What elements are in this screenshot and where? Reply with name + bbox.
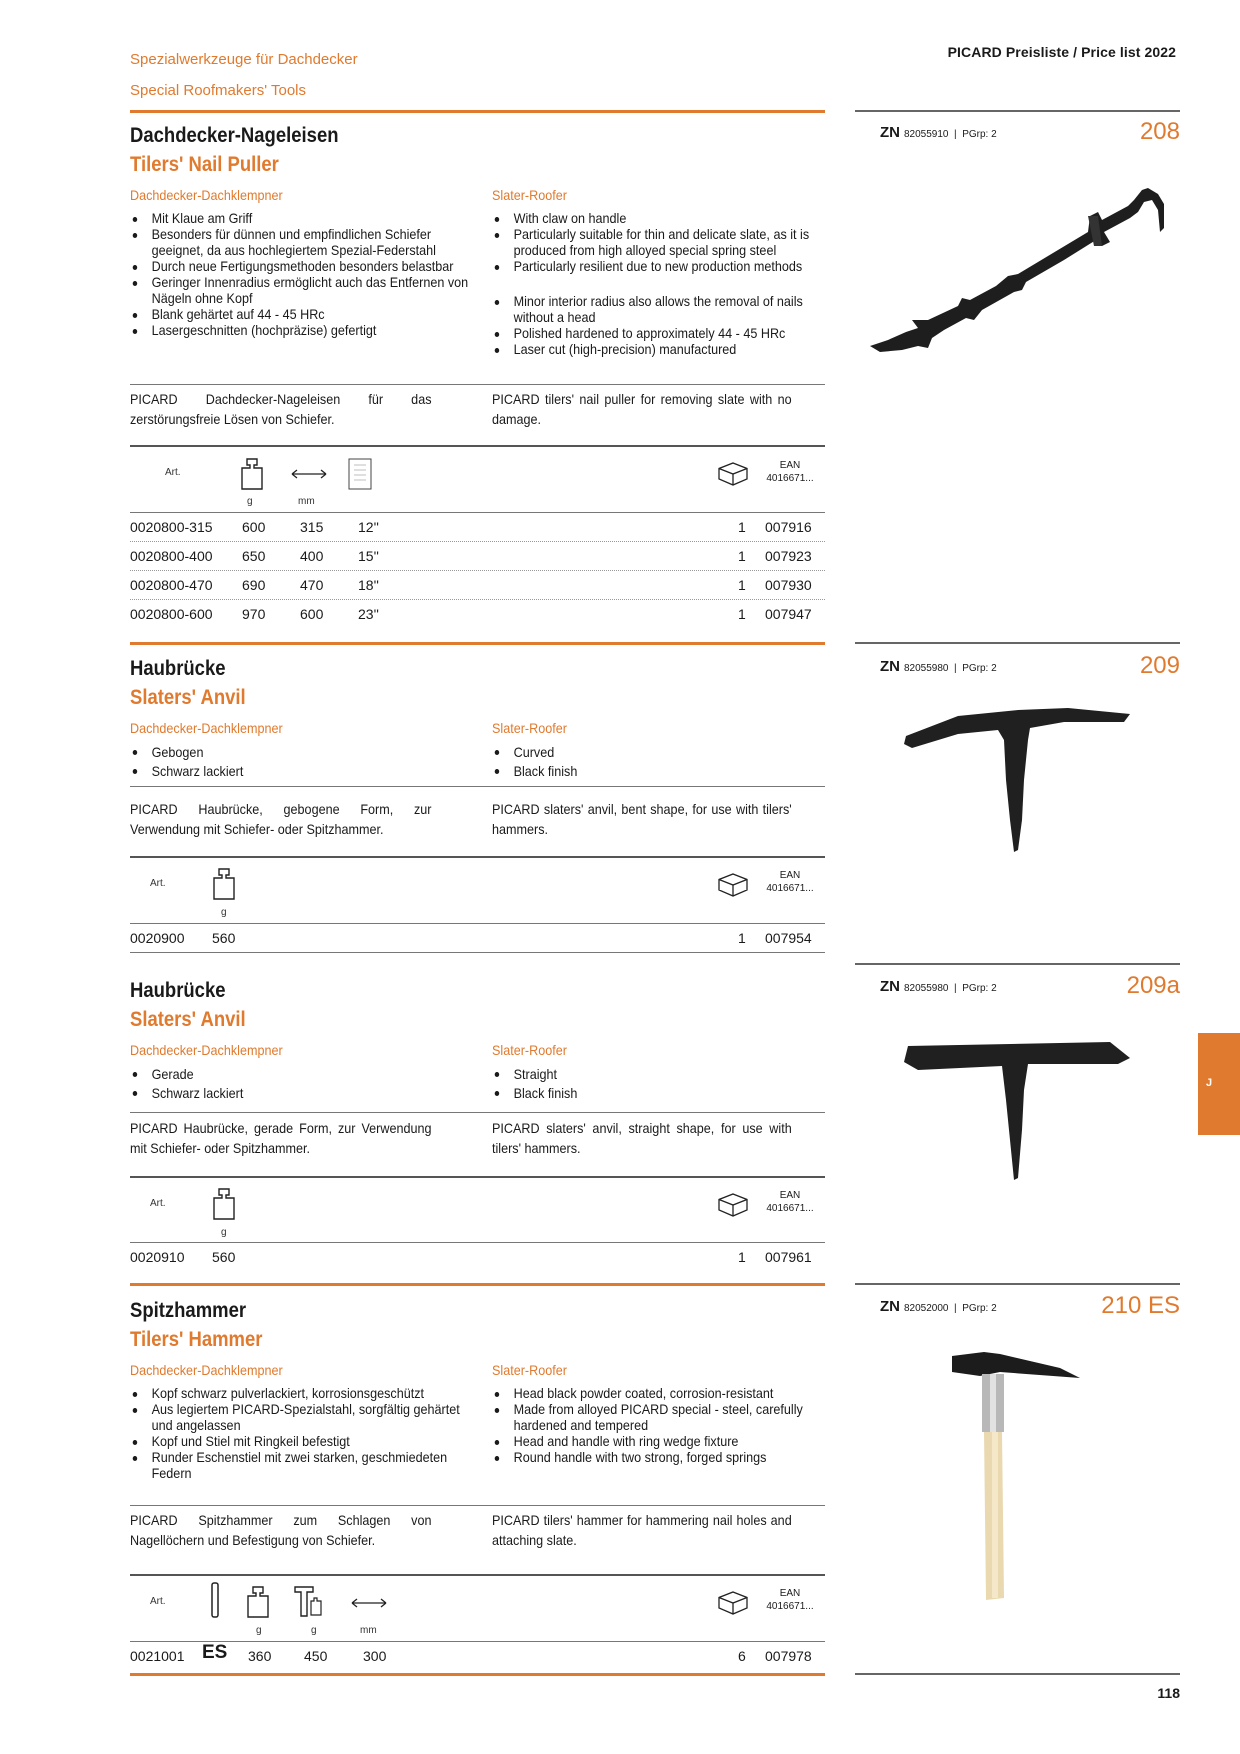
unit-g: g — [221, 1227, 227, 1238]
product-208 — [130, 121, 825, 427]
ean-label: EAN 4016671... — [766, 1190, 814, 1214]
ruler-icon — [348, 458, 372, 490]
zn-code: ZN 82055910 | PGrp: 2 — [880, 124, 997, 141]
cell-weight: 970 — [242, 606, 266, 622]
section-rule — [130, 1283, 825, 1286]
tilers-hammer-image — [940, 1348, 1090, 1608]
page-number: 118 — [1157, 1685, 1180, 1701]
cell-qty: 1 — [738, 577, 746, 593]
table-top-rule — [130, 445, 825, 447]
feature-item: Black finish — [492, 762, 825, 781]
description-de: PICARD Haubrücke, gebogene Form, zur Verwendung mit Schiefer- oder Spitzhammer. — [130, 801, 432, 837]
feature-list-de — [130, 210, 470, 338]
zn-code: ZN 82055980 | PGrp: 2 — [880, 978, 997, 995]
cell-weight: 560 — [212, 1249, 236, 1265]
cell-ean: 007923 — [765, 548, 812, 564]
feature-item: Particularly suitable for thin and delicate slate, as it is produced from high alloyed special spring steel — [492, 226, 825, 258]
feature-item: Schwarz lackiert — [130, 762, 470, 781]
cell-ean: 007978 — [765, 1648, 812, 1664]
description-de: PICARD Dachdecker-Nageleisen für das zerstörungsfreie Lösen von Schiefer. — [130, 391, 432, 427]
description-en: PICARD tilers' nail puller for removing slate with no damage. — [492, 391, 792, 427]
header-category-de: Spezialwerkzeuge für Dachdecker — [130, 51, 358, 68]
cell-art: 0021001 — [130, 1648, 185, 1664]
col-art-label: Art. — [150, 1198, 166, 1209]
product-number: 210 ES — [1101, 1292, 1180, 1319]
table-header-rule — [130, 1641, 825, 1642]
divider — [130, 1112, 825, 1113]
cell-weight: 690 — [242, 577, 266, 593]
feature-list-de — [130, 1065, 470, 1103]
article-table-210es — [130, 1574, 825, 1674]
cell-ean: 007954 — [765, 930, 812, 946]
table-top-rule — [130, 1176, 825, 1178]
ean-label: EAN 4016671... — [766, 870, 814, 894]
unit-mm: mm — [360, 1625, 377, 1636]
cell-ean: 007947 — [765, 606, 812, 622]
package-icon — [718, 462, 748, 486]
curved-anvil-image — [898, 700, 1138, 860]
side-rule-bottom — [855, 1673, 1180, 1675]
feature-item: Lasergeschnitten (hochpräzise) gefertigt — [130, 322, 470, 338]
unit-g: g — [221, 907, 227, 918]
divider — [130, 1505, 825, 1506]
cell-weight: 600 — [242, 519, 266, 535]
category-en: Slater-Roofer — [492, 1362, 567, 1378]
weight-icon — [212, 1188, 236, 1220]
cell-qty: 1 — [738, 548, 746, 564]
cell-inch: 12'' — [358, 519, 379, 535]
feature-item: Round handle with two strong, forged springs — [492, 1449, 825, 1465]
side-rule — [855, 963, 1180, 965]
section-rule — [130, 110, 825, 113]
feature-item: Head black powder coated, corrosion-resistant — [492, 1385, 825, 1401]
cell-qty: 6 — [738, 1648, 746, 1664]
feature-item: Laser cut (high-precision) manufactured — [492, 341, 825, 357]
feature-item: Made from alloyed PICARD special - steel, carefully hardened and tempered — [492, 1401, 825, 1433]
length-icon — [350, 1596, 388, 1610]
feature-item: Gebogen — [130, 743, 470, 762]
side-rule — [855, 642, 1180, 644]
ean-label: EAN 4016671... — [766, 1588, 814, 1612]
unit-g: g — [311, 1625, 317, 1636]
cell-length: 300 — [363, 1648, 387, 1664]
cell-type: ES — [202, 1642, 228, 1663]
cell-ean: 007961 — [765, 1249, 812, 1265]
feature-item: Polished hardened to approximately 44 - 45 HRc — [492, 325, 825, 341]
unit-g: g — [256, 1625, 262, 1636]
cell-length: 315 — [300, 519, 324, 535]
cell-ean: 007916 — [765, 519, 812, 535]
category-de: Dachdecker-Dachklempner — [130, 187, 283, 203]
feature-list-en — [492, 743, 825, 781]
feature-item: Mit Klaue am Griff — [130, 210, 470, 226]
article-table-209a — [130, 1176, 825, 1276]
feature-item: Kopf schwarz pulverlackiert, korrosionsgeschützt — [130, 1385, 470, 1401]
package-icon — [718, 1193, 748, 1217]
cell-inch: 15'' — [358, 548, 379, 564]
product-number: 208 — [1139, 118, 1180, 145]
weight-icon — [240, 458, 264, 490]
feature-item: Gerade — [130, 1065, 470, 1084]
category-en: Slater-Roofer — [492, 720, 567, 736]
category-de: Dachdecker-Dachklempner — [130, 1042, 283, 1058]
col-art-label: Art. — [165, 467, 181, 478]
cell-ean: 007930 — [765, 577, 812, 593]
category-de: Dachdecker-Dachklempner — [130, 1362, 283, 1378]
description-de: PICARD Haubrücke, gerade Form, zur Verwendung mit Schiefer- oder Spitzhammer. — [130, 1120, 432, 1156]
cell-weight: 360 — [248, 1648, 272, 1664]
cell-art: 0020800-600 — [130, 606, 213, 622]
feature-item: Runder Eschenstiel mit zwei starken, geschmiedeten Federn — [130, 1449, 470, 1481]
description-en: PICARD tilers' hammer for hammering nail holes and attaching slate. — [492, 1512, 792, 1548]
header-title: PICARD Preisliste / Price list 2022 — [947, 44, 1176, 60]
product-title-de: Haubrücke — [130, 657, 226, 680]
cell-art: 0020900 — [130, 930, 185, 946]
table-header-rule — [130, 923, 825, 924]
cell-weight: 650 — [242, 548, 266, 564]
chapter-tab-j: J — [1198, 1033, 1240, 1135]
product-title-de: Dachdecker-Nageleisen — [130, 124, 339, 147]
cell-qty: 1 — [738, 930, 746, 946]
row-separator — [130, 570, 825, 571]
col-art-label: Art. — [150, 1596, 166, 1607]
cell-qty: 1 — [738, 606, 746, 622]
straight-anvil-image — [898, 1030, 1138, 1190]
product-number: 209 — [1139, 652, 1180, 679]
cell-inch: 23'' — [358, 606, 379, 622]
feature-item: Besonders für dünnen und empfindlichen Schiefer geeignet, da aus hochlegiertem Spezial-Federstahl — [130, 226, 470, 258]
description-de: PICARD Spitzhammer zum Schlagen von Nagellöchern und Befestigung von Schiefer. — [130, 1512, 432, 1548]
length-icon — [290, 467, 328, 481]
cell-length: 470 — [300, 577, 324, 593]
product-210es — [130, 1296, 825, 1548]
category-en: Slater-Roofer — [492, 187, 567, 203]
feature-item: Schwarz lackiert — [130, 1084, 470, 1103]
table-bottom-rule — [130, 952, 825, 953]
article-table-208 — [130, 445, 825, 635]
cell-qty: 1 — [738, 519, 746, 535]
product-title-de: Haubrücke — [130, 979, 226, 1002]
table-top-rule — [130, 856, 825, 858]
product-title-de: Spitzhammer — [130, 1299, 247, 1322]
feature-item: Black finish — [492, 1084, 825, 1103]
divider — [130, 786, 825, 787]
side-rule — [855, 1283, 1180, 1285]
cell-length: 600 — [300, 606, 324, 622]
header-category-en: Special Roofmakers' Tools — [130, 82, 307, 99]
cell-weight: 450 — [304, 1648, 328, 1664]
cell-art: 0020910 — [130, 1249, 185, 1265]
table-header-rule — [130, 512, 825, 513]
feature-item: Head and handle with ring wedge fixture — [492, 1433, 825, 1449]
feature-item: Durch neue Fertigungsmethoden besonders belastbar — [130, 258, 470, 274]
package-icon — [718, 1591, 748, 1615]
cell-art: 0020800-400 — [130, 548, 213, 564]
description-en: PICARD slaters' anvil, straight shape, for use with tilers' hammers. — [492, 1120, 792, 1156]
feature-list-en — [492, 1065, 825, 1103]
category-de: Dachdecker-Dachklempner — [130, 720, 283, 736]
zn-code: ZN 82055980 | PGrp: 2 — [880, 658, 997, 675]
feature-item: Straight — [492, 1065, 825, 1084]
hammer-weight-icon — [294, 1584, 328, 1618]
feature-item: Minor interior radius also allows the removal of nails without a head — [492, 293, 825, 325]
cell-weight: 560 — [212, 930, 236, 946]
zn-code: ZN 82052000 | PGrp: 2 — [880, 1298, 997, 1315]
weight-icon — [246, 1586, 270, 1618]
feature-item: Particularly resilient due to new production methods — [492, 258, 825, 293]
product-209 — [130, 654, 825, 837]
product-title-en: Tilers' Nail Puller — [130, 153, 279, 176]
product-number: 209a — [1126, 972, 1180, 999]
cell-inch: 18'' — [358, 577, 379, 593]
feature-item: Curved — [492, 743, 825, 762]
nail-puller-image — [858, 170, 1178, 370]
weight-icon — [212, 868, 236, 900]
table-header-rule — [130, 1242, 825, 1243]
product-209a — [130, 976, 825, 1156]
cell-length: 400 — [300, 548, 324, 564]
table-top-rule — [130, 1574, 825, 1576]
section-rule-bottom — [130, 1673, 825, 1676]
feature-item: Kopf und Stiel mit Ringkeil befestigt — [130, 1433, 470, 1449]
ean-label: EAN 4016671... — [766, 460, 814, 484]
side-rule — [855, 110, 1180, 112]
package-icon — [718, 873, 748, 897]
description-en: PICARD slaters' anvil, bent shape, for use with tilers' hammers. — [492, 801, 792, 837]
col-art-label: Art. — [150, 878, 166, 889]
feature-list-en — [492, 1385, 825, 1465]
cell-art: 0020800-470 — [130, 577, 213, 593]
product-title-en: Slaters' Anvil — [130, 686, 246, 709]
unit-mm: mm — [298, 496, 315, 507]
category-en: Slater-Roofer — [492, 1042, 567, 1058]
row-separator — [130, 599, 825, 600]
header-category — [130, 44, 358, 106]
row-separator — [130, 541, 825, 542]
feature-item: Aus legiertem PICARD-Spezialstahl, sorgfältig gehärtet und angelassen — [130, 1401, 470, 1433]
unit-g: g — [247, 496, 253, 507]
cell-art: 0020800-315 — [130, 519, 213, 535]
article-table-209 — [130, 856, 825, 956]
feature-item: With claw on handle — [492, 210, 825, 226]
product-title-en: Tilers' Hammer — [130, 1328, 263, 1351]
feature-item: Blank gehärtet auf 44 - 45 HRc — [130, 306, 470, 322]
feature-list-de — [130, 1385, 470, 1481]
feature-list-en — [492, 210, 825, 357]
feature-list-de — [130, 743, 470, 781]
section-rule — [130, 642, 825, 645]
cell-qty: 1 — [738, 1249, 746, 1265]
feature-item: Geringer Innenradius ermöglicht auch das Entfernen von Nägeln ohne Kopf — [130, 274, 470, 306]
handle-icon — [210, 1582, 220, 1618]
product-title-en: Slaters' Anvil — [130, 1008, 246, 1031]
divider — [130, 384, 825, 385]
